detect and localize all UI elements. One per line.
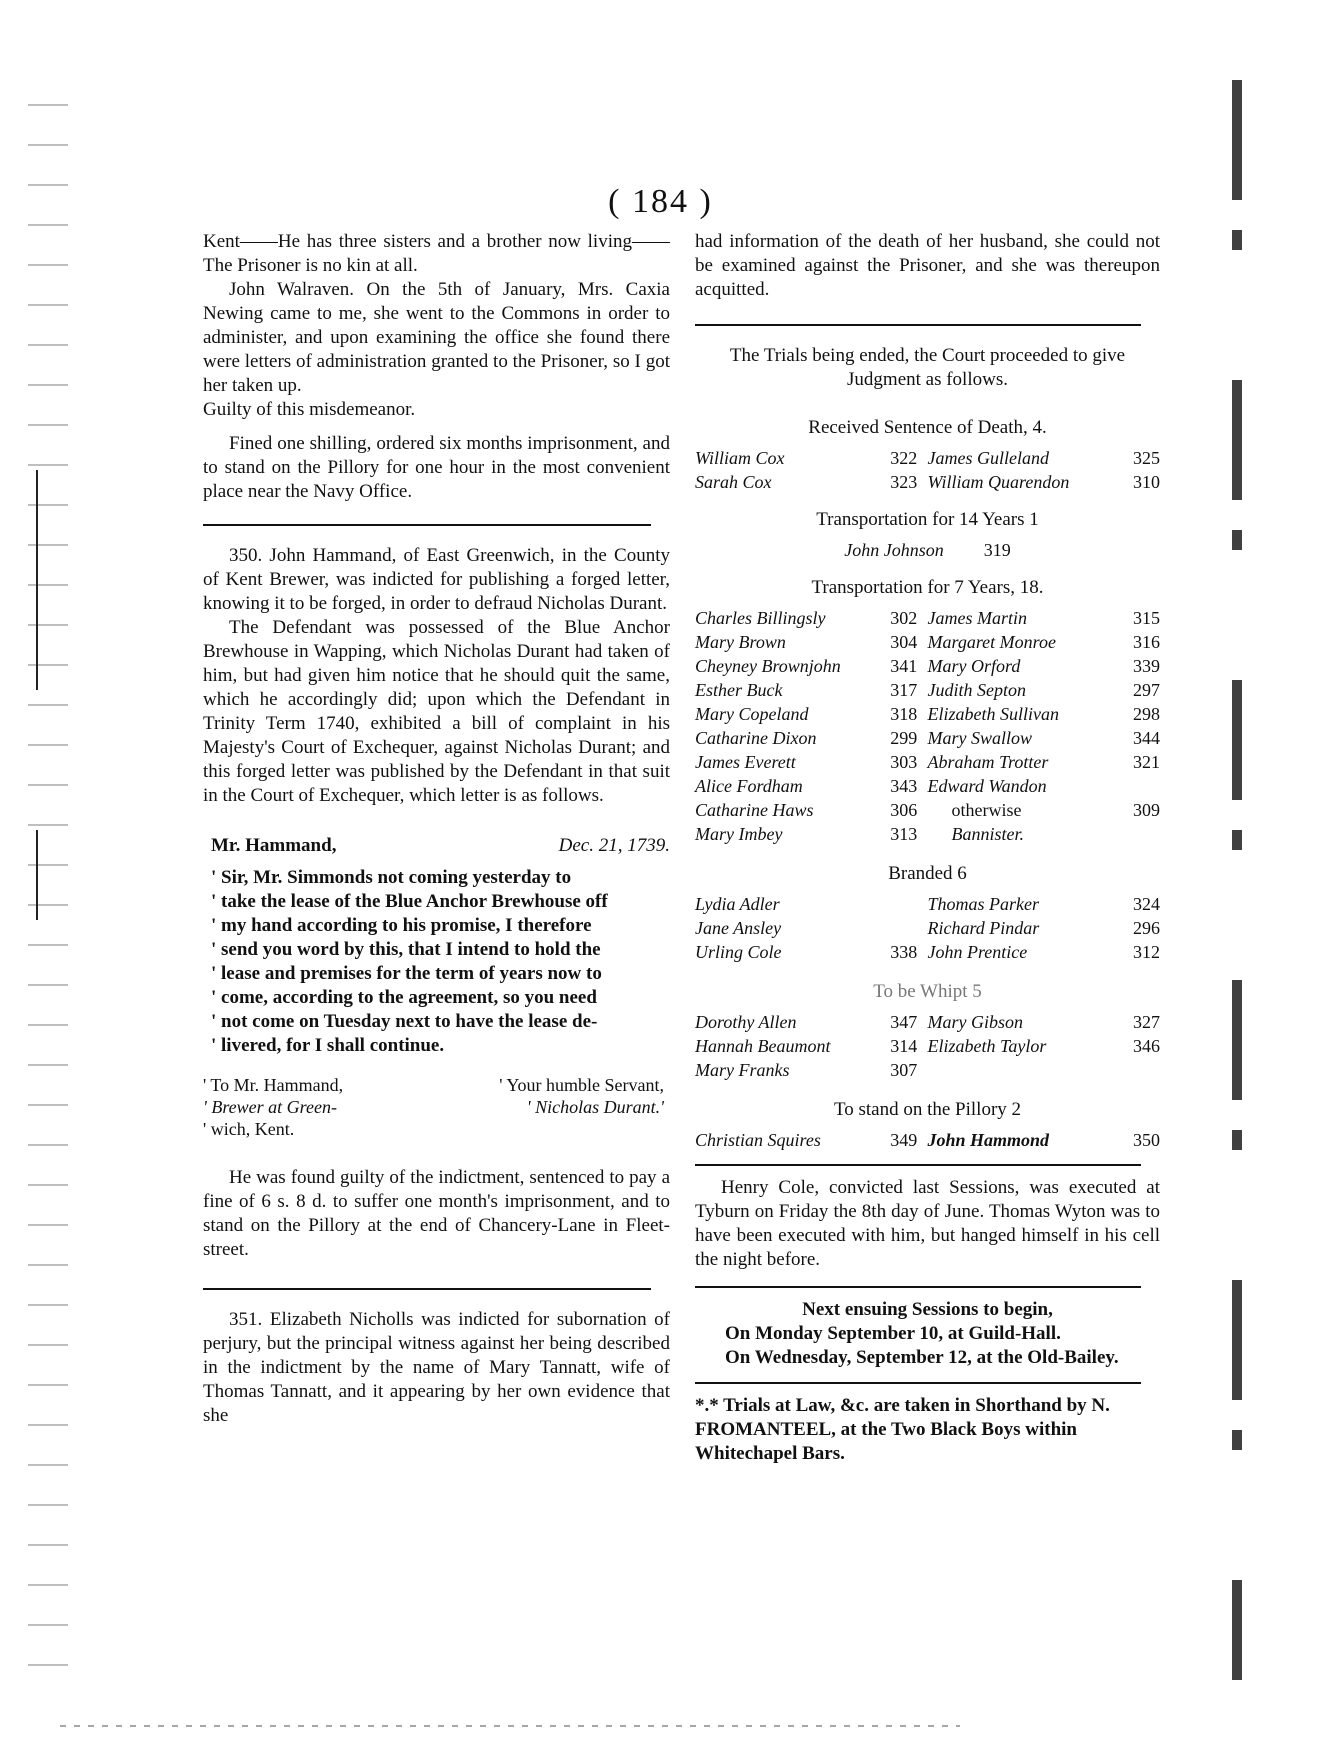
prisoner-name: Esther Buck <box>695 680 783 700</box>
prisoner-name: Dorothy Allen <box>695 1012 797 1032</box>
case-number: 304 <box>890 632 918 652</box>
case-number: 343 <box>890 776 918 796</box>
case-number: 338 <box>890 942 918 962</box>
case-number: 307 <box>890 1060 918 1080</box>
table-row <box>695 750 1160 774</box>
prisoner-name: Cheyney Brownjohn <box>695 656 841 676</box>
next-sessions-heading: Next ensuing Sessions to begin, <box>802 1299 1053 1320</box>
case-number <box>890 892 927 916</box>
case-number: 310 <box>1133 472 1160 492</box>
table-row <box>695 798 1160 822</box>
right-edge-scan-marks <box>1232 80 1242 1680</box>
case-number: 299 <box>890 728 918 748</box>
case-number: 318 <box>890 704 918 724</box>
judgment-intro: The Trials being ended, the Court proceeded to give Judgment as follows. <box>729 345 1126 390</box>
signature-line: ' To Mr. Hammand, <box>203 1075 344 1095</box>
prisoner-name <box>927 1058 1122 1082</box>
table-row <box>695 892 1160 916</box>
case-number: 344 <box>1133 728 1160 748</box>
prisoner-name: Jane Ansley <box>695 918 782 938</box>
case-number: 309 <box>1133 800 1160 820</box>
sentence-paragraph: Fined one shilling, ordered six months imprisonment, and to stand on the Pillory for one hour in the most convenient place near the Navy Office. <box>203 433 670 502</box>
case-number: 347 <box>890 1012 918 1032</box>
prisoner-name-alias: otherwise <box>951 800 1022 820</box>
case-number: 322 <box>890 448 918 468</box>
prisoner-name: William Cox <box>695 448 785 468</box>
table-row <box>695 1010 1160 1034</box>
prisoner-name: Margaret Monroe <box>927 632 1056 652</box>
prisoner-name: Edward Wandon <box>927 776 1047 796</box>
case-number: 327 <box>1133 1012 1160 1032</box>
table-row <box>695 822 1160 846</box>
signature-line: ' wich, Kent. <box>203 1119 295 1139</box>
case-number: 312 <box>1133 942 1160 962</box>
table-row <box>695 654 1160 678</box>
verdict: Guilty of this misdemeanor. <box>203 399 416 420</box>
prisoner-name: Mary Orford <box>927 656 1021 676</box>
transportation-14-heading: Transportation for 14 Years 1 <box>816 509 1039 530</box>
case-number: 324 <box>1133 894 1160 914</box>
prisoner-name: Abraham Trotter <box>927 752 1049 772</box>
case-number: 302 <box>890 608 918 628</box>
case-number: 306 <box>890 800 918 820</box>
table-row <box>695 630 1160 654</box>
prisoner-name: Judith Septon <box>927 680 1026 700</box>
table-row <box>695 702 1160 726</box>
letter-superscription <box>203 1074 437 1140</box>
section-divider <box>695 1164 1141 1166</box>
case-number: 325 <box>1133 448 1160 468</box>
prisoner-name: Hannah Beaumont <box>695 1036 831 1056</box>
prisoner-name: Elizabeth Sullivan <box>927 704 1059 724</box>
prisoner-name: James Everett <box>695 752 796 772</box>
case-number: 317 <box>890 680 918 700</box>
page-number: ( 184 ) <box>608 183 713 220</box>
letter-line: ' not come on Tuesday next to have the lease de- <box>211 1011 598 1032</box>
death-sentence-list <box>695 446 1160 494</box>
case-350-facts: The Defendant was possessed of the Blue Anchor Brewhouse in Wapping, which Nicholas Durant had taken of him, but had given him notice that he should quit the same, which he accordingly did; upon which the Defendant in Trinity Term 1740, exhibited a bill of complaint in his Majesty's Court of Exchequer, against Nicholas Durant; and this forged letter was published by the Defendant in that suit in the Court of Exchequer, which letter is as follows. <box>203 617 670 806</box>
letter-date: Dec. 21, 1739. <box>558 835 670 856</box>
prisoner-name: Sarah Cox <box>695 472 772 492</box>
signature-line: ' Your humble Servant, <box>499 1075 664 1095</box>
prisoner-name: Elizabeth Taylor <box>927 1036 1047 1056</box>
case-350-verdict: He was found guilty of the indictment, sentenced to pay a fine of 6 s. 8 d. to suffer one month's imprisonment, and to stand on the Pillory at the end of Chancery-Lane in Fleet-street. <box>203 1167 670 1260</box>
bottom-scan-noise <box>60 1725 960 1727</box>
section-divider <box>695 1286 1141 1288</box>
signature-line: ' Nicholas Durant.' <box>526 1097 664 1117</box>
paragraph: Kent——He has three sisters and a brother now living——The Prisoner is no kin at all. <box>203 231 670 276</box>
table-row <box>695 1058 1160 1082</box>
table-row <box>695 1128 1160 1152</box>
case-number: 316 <box>1133 632 1160 652</box>
pillory-list <box>695 1128 1160 1152</box>
paragraph: had information of the death of her husband, she could not be examined against the Prisoner, and she was thereupon acquitted. <box>695 231 1160 300</box>
prisoner-name: Mary Imbey <box>695 824 783 844</box>
letter-line: ' livered, for I shall continue. <box>211 1035 445 1056</box>
table-row <box>695 916 1160 940</box>
prisoner-name: Mary Brown <box>695 632 786 652</box>
case-number <box>890 916 927 940</box>
left-margin-bar <box>36 470 38 690</box>
case-number <box>1123 1058 1160 1082</box>
transportation-7-heading: Transportation for 7 Years, 18. <box>811 577 1044 598</box>
table-row <box>695 940 1160 964</box>
letter-line: ' my hand according to his promise, I therefore <box>211 915 592 936</box>
case-350-heading: 350. John Hammand, of East Greenwich, in the County of Kent Brewer, was indicted for publishing a forged letter, knowing it to be forged, in order to defraud Nicholas Durant. <box>203 545 670 614</box>
whipt-heading: To be Whipt 5 <box>873 981 982 1002</box>
table-row <box>695 678 1160 702</box>
letter-line: ' take the lease of the Blue Anchor Brewhouse off <box>211 891 608 912</box>
case-number: 315 <box>1133 608 1160 628</box>
prisoner-name: John Johnson <box>844 540 944 560</box>
death-sentence-heading: Received Sentence of Death, 4. <box>808 417 1047 438</box>
letter-signature <box>437 1074 671 1140</box>
section-divider <box>203 524 651 526</box>
prisoner-name: Lydia Adler <box>695 894 780 914</box>
prisoner-name: Catharine Dixon <box>695 728 817 748</box>
case-number: 349 <box>890 1130 918 1150</box>
prisoner-name: Mary Copeland <box>695 704 809 724</box>
case-number: 298 <box>1133 704 1160 724</box>
prisoner-name: James Gulleland <box>927 448 1049 468</box>
left-margin-bar <box>36 830 38 920</box>
section-divider <box>695 1382 1141 1384</box>
letter-line: ' lease and premises for the term of years now to <box>211 963 602 984</box>
table-row <box>695 446 1160 470</box>
case-number: 341 <box>890 656 918 676</box>
letter-addressee: Mr. Hammand, <box>211 835 337 856</box>
left-column <box>203 230 670 1428</box>
prisoner-name: John Hammond <box>927 1130 1050 1150</box>
case-number <box>1123 822 1160 846</box>
letter-line: ' send you word by this, that I intend to hold the <box>211 939 601 960</box>
testimony-paragraph: John Walraven. On the 5th of January, Mrs. Caxia Newing came to me, she went to the Commons in order to administer, and upon examining the office she found there were letters of administration granted to the Prisoner, so I got her taken up. <box>203 279 670 396</box>
table-row <box>695 726 1160 750</box>
prisoner-name: Mary Gibson <box>927 1012 1023 1032</box>
case-number: 350 <box>1133 1130 1160 1150</box>
table-row <box>695 470 1160 494</box>
letter-body <box>203 866 670 1058</box>
shorthand-notice: *.* Trials at Law, &c. are taken in Shorthand by N. FROMANTEEL, at the Two Black Boys within Whitechapel Bars. <box>695 1395 1110 1464</box>
case-number: 339 <box>1133 656 1160 676</box>
prisoner-name: Christian Squires <box>695 1130 821 1150</box>
section-divider <box>695 324 1141 326</box>
prisoner-name: Alice Fordham <box>695 776 803 796</box>
left-margin-scan-marks <box>28 90 68 1690</box>
case-number: 314 <box>890 1036 918 1056</box>
case-number: 297 <box>1133 680 1160 700</box>
signature-line: ' Brewer at Green- <box>203 1097 337 1117</box>
prisoner-name: Urling Cole <box>695 942 782 962</box>
right-column <box>695 230 1160 1466</box>
transportation-14-list <box>695 538 1160 562</box>
branded-list <box>695 892 1160 964</box>
prisoner-name: Catharine Haws <box>695 800 814 820</box>
prisoner-name: Richard Pindar <box>927 918 1040 938</box>
pillory-heading: To stand on the Pillory 2 <box>833 1099 1022 1120</box>
next-session-date: On Monday September 10, at Guild-Hall. <box>725 1323 1061 1344</box>
case-number: 319 <box>983 540 1011 560</box>
prisoner-name: Thomas Parker <box>927 894 1039 914</box>
prisoner-name: Mary Swallow <box>927 728 1032 748</box>
prisoner-name: John Prentice <box>927 942 1028 962</box>
next-session-date: On Wednesday, September 12, at the Old-Bailey. <box>725 1347 1119 1368</box>
letter-line: ' come, according to the agreement, so you need <box>211 987 597 1008</box>
case-number <box>1123 774 1160 798</box>
letter-line: ' Sir, Mr. Simmonds not coming yesterday to <box>211 867 572 888</box>
whipt-list <box>695 1010 1160 1082</box>
case-number: 323 <box>890 472 918 492</box>
transportation-7-list <box>695 606 1160 846</box>
case-number: 303 <box>890 752 918 772</box>
case-number: 346 <box>1133 1036 1160 1056</box>
case-number: 321 <box>1133 752 1160 772</box>
case-number: 296 <box>1133 918 1160 938</box>
prisoner-name: William Quarendon <box>927 472 1070 492</box>
branded-heading: Branded 6 <box>888 863 967 884</box>
table-row <box>695 774 1160 798</box>
section-divider <box>203 1288 651 1290</box>
letter-header <box>203 834 670 858</box>
execution-notice: Henry Cole, convicted last Sessions, was executed at Tyburn on Friday the 8th day of June. Thomas Wyton was to have been executed with him, but hanged himself in his cell the night before. <box>695 1177 1160 1270</box>
prisoner-name: James Martin <box>927 608 1027 628</box>
case-number: 313 <box>890 824 918 844</box>
letter-signature-block <box>203 1074 670 1140</box>
case-351-heading: 351. Elizabeth Nicholls was indicted for subornation of perjury, but the principal witness against her being described in the indictment by the name of Mary Tannatt, wife of Thomas Tannatt, and it appearing by her own evidence that she <box>203 1309 670 1426</box>
prisoner-name: Charles Billingsly <box>695 608 826 628</box>
table-row <box>695 606 1160 630</box>
prisoner-name: Bannister. <box>951 824 1024 844</box>
prisoner-name: Mary Franks <box>695 1060 790 1080</box>
table-row <box>695 1034 1160 1058</box>
